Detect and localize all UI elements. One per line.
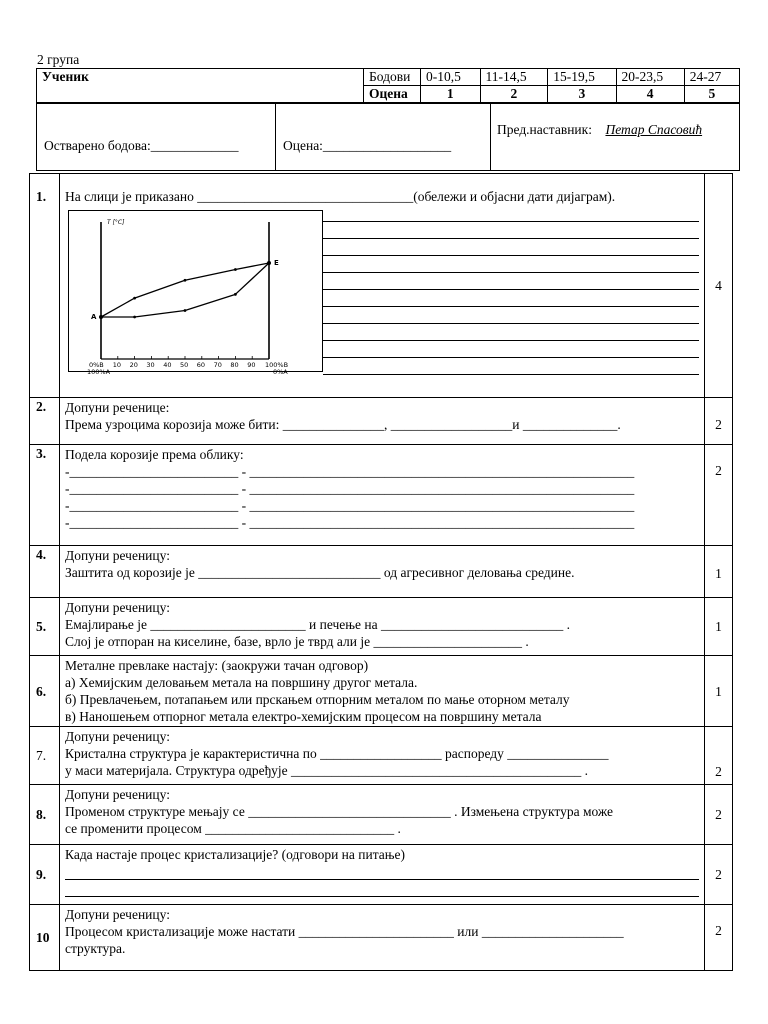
- x-tick-label: 40: [163, 361, 172, 369]
- teacher-label: Пред.наставник:: [497, 122, 592, 137]
- task-line: структура.: [65, 941, 126, 956]
- x-tick-label: 50: [180, 361, 189, 369]
- grade-field: Оцена:___________________: [283, 138, 452, 153]
- task-line: у маси материјала. Структура одређује ___________________________________________ .: [65, 763, 588, 778]
- point-a-marker: [99, 315, 103, 319]
- task-line: Кристална структура је карактеристична по __________________ распореду _______________: [65, 746, 609, 761]
- point-e-marker: [267, 261, 271, 265]
- grade-cell: 3: [548, 86, 616, 103]
- x-tick-label: 30: [146, 361, 155, 369]
- task-points: 1: [705, 546, 733, 598]
- x-tick-label: 20: [129, 361, 138, 369]
- task-body: [60, 398, 705, 445]
- x-tick-label: 60: [196, 361, 206, 369]
- grade-cell: 4: [616, 86, 684, 103]
- task-points: 2: [705, 905, 733, 971]
- task-line: се променити процесом ____________________________ .: [65, 821, 401, 836]
- series-line-lower: [101, 263, 269, 317]
- point-label: A: [91, 313, 97, 321]
- grade-label: Оцена: [364, 86, 421, 103]
- task-number: 9.: [30, 845, 60, 905]
- task-line: Подела корозије према облику:: [65, 447, 244, 462]
- range-cell: 15-19,5: [548, 69, 616, 86]
- series-line-upper: [101, 263, 269, 317]
- task-line: -_________________________ - _________________________________________________________: [65, 515, 635, 530]
- task-points: 1: [705, 656, 733, 727]
- range-cell: 11-14,5: [480, 69, 548, 86]
- grade-cell: 1: [421, 86, 481, 103]
- task-line: Металне превлаке настају: (заокружи тачан одговор): [65, 658, 369, 673]
- task-body: [60, 598, 705, 656]
- x-tick-label: 0%B: [89, 361, 104, 369]
- task-line: Допуни реченицу:: [65, 600, 170, 615]
- task-line: Допуни реченице:: [65, 400, 170, 415]
- student-label: Ученик: [37, 69, 364, 103]
- x-tick-label-bottom: 100%A: [87, 368, 111, 376]
- task-line: Према узроцима корозија може бити: _______________, __________________и ______________.: [65, 417, 621, 432]
- task-body: [60, 445, 705, 546]
- task-number: 2.: [30, 398, 60, 445]
- task-number: 6.: [30, 656, 60, 727]
- task-line: -_________________________ - _________________________________________________________: [65, 464, 635, 479]
- task-number: 7.: [30, 727, 60, 785]
- task-points: 2: [705, 785, 733, 845]
- task-line: а) Хемијским деловањем метала на површину другог метала.: [65, 675, 418, 690]
- data-point: [133, 316, 136, 319]
- task-line: Допуни реченицу:: [65, 729, 170, 744]
- x-tick-label: 90: [247, 361, 256, 369]
- x-tick-label: 80: [230, 361, 239, 369]
- task-line: Слој је отпоран на киселине, базе, врло је тврд али је ______________________ .: [65, 634, 529, 649]
- range-cell: 24-27: [684, 69, 739, 86]
- x-tick-label-bottom: 0%A: [273, 368, 288, 376]
- task-line: Заштита од корозије је ___________________________ од агресивног деловања средине.: [65, 565, 575, 580]
- phase-diagram: [68, 210, 323, 376]
- task-points: 2: [705, 727, 733, 785]
- grading-table: [36, 68, 740, 103]
- task-number: 1.: [30, 174, 60, 398]
- grade-cell: 5: [684, 86, 739, 103]
- task-points: 4: [705, 174, 733, 398]
- point-label: E: [274, 259, 279, 267]
- task-points: 2: [705, 445, 733, 546]
- range-cell: 0-10,5: [421, 69, 481, 86]
- task-body: [60, 727, 705, 785]
- task-line: Допуни реченицу:: [65, 907, 170, 922]
- achieved-points: Остварено бодова:_____________: [44, 138, 239, 153]
- task-line: Допуни реченицу:: [65, 787, 170, 802]
- teacher-name: Петар Спасовић: [605, 122, 703, 137]
- task-body: [60, 905, 705, 971]
- x-tick-label: 10: [112, 361, 122, 369]
- task-line: На слици је приказано ________________________________(обележи и објасни дати дијаграм).: [65, 189, 616, 204]
- task-line: Променом структуре мењају се ______________________________ . Измењена структура може: [65, 804, 614, 819]
- task-line: Допуни реченицу:: [65, 548, 170, 563]
- task-body: [60, 656, 705, 727]
- points-label: Бодови: [364, 69, 421, 86]
- info-box: [36, 103, 740, 171]
- x-tick-label: 100%B: [265, 361, 289, 369]
- task-line: б) Превлачењем, потапањем или прскањем отпорним металом по мање оторном металу: [65, 692, 570, 707]
- task-points: 1: [705, 598, 733, 656]
- task-body: [60, 785, 705, 845]
- task-body: [60, 845, 705, 905]
- task-line: Емајлирање је _______________________ и печење на ___________________________ .: [65, 617, 570, 632]
- task-number: 4.: [30, 546, 60, 598]
- grade-cell: 2: [480, 86, 548, 103]
- task-line: Када настаје процес кристализације? (одговори на питање): [65, 847, 406, 862]
- task-number: 5.: [30, 598, 60, 656]
- group-label: 2 група: [37, 52, 80, 67]
- phase-diagram-svg: [69, 211, 322, 376]
- task-points: 2: [705, 845, 733, 905]
- data-point: [234, 268, 237, 271]
- task-line: -_________________________ - _________________________________________________________: [65, 498, 635, 513]
- y-axis-label: T [°C]: [107, 219, 125, 226]
- data-point: [234, 293, 237, 296]
- task-body: [60, 546, 705, 598]
- task-line: Процесом кристализације може настати _______________________ или _____________________: [65, 924, 624, 939]
- teacher: [497, 122, 702, 138]
- data-point: [184, 279, 187, 282]
- task-number: 8.: [30, 785, 60, 845]
- data-point: [133, 297, 136, 300]
- x-tick-label: 70: [213, 361, 222, 369]
- task-line: в) Наношењем отпорног метала електро-хемијским процесом на површину метала: [65, 709, 542, 724]
- task-points: 2: [705, 398, 733, 445]
- task-number: 3.: [30, 445, 60, 546]
- range-cell: 20-23,5: [616, 69, 684, 86]
- task-line: -_________________________ - _________________________________________________________: [65, 481, 635, 496]
- data-point: [184, 309, 187, 312]
- task-number: 10: [30, 905, 60, 971]
